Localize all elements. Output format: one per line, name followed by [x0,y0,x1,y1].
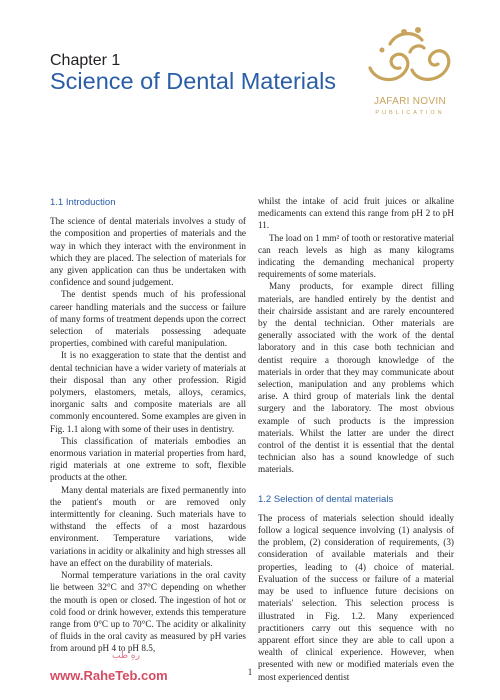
body-paragraph: Normal temperature variations in the oral cavity lie between 32°C and 37°C depending on whether the mouth is open or closed. The ingestion of hot or cold food or drink however, extends this temperature range from 0°C up to 70°C. The acidity or alkalinity of fluids in the oral cavity as measured by pH varies from around pH 4 to pH 8.5, [50,570,246,654]
logo-name: JAFARI NOVIN [374,96,446,107]
logo-subtitle: PUBLICATION [375,110,445,116]
watermark-persian: رهِ طب [112,651,140,661]
body-paragraph: Many dental materials are fixed permanently into the patient's mouth or are removed only intermittently for cleaning. Such materials have to withstand the effects of a most hazardous environment. Temperature variations, wide variations in acidity or alkalinity and high stresses all have an effect on the durability of materials. [50,484,246,568]
logo-emblem-icon [362,22,458,94]
body-paragraph: Many products, for example direct filling materials, are handled entirely by the dentist and their chairside assistant and are rarely encountered by the dental technician. Other materials are generally associated with the work of the dental laboratory and in this case both technician and dentist require a thorough knowledge of the materials in order that they may communicate about selection, manipulation and any problems which arise. A third group of materials link the dental surgery and the laboratory. The most obvious example of such products is the impression materials. Whilst the latter are under the direct control of the dentist it is essential that the dental technician also has a sound knowledge of such materials. [258,281,454,475]
body-paragraph: It is no exaggeration to state that the dentist and dental technician have a wider variety of materials at their disposal than any other profession. Rigid polymers, elastomers, metals, alloys, ceramics, inorganic salts and composite materials are all commonly encountered. Some examples are given in Fig. 1.1 along with some of their uses in dentistry. [50,350,246,434]
body-paragraph: The science of dental materials involves a study of the composition and properties of materials and the way in which they interact with the environment in which they are placed. The selection of materials for any given application can thus be undertaken with confidence and sound judgement. [50,216,246,288]
section-heading-introduction: 1.1 Introduction [50,197,116,208]
left-column [50,197,246,655]
body-paragraph: The dentist spends much of his professional career handling materials and the success or failure of many forms of treatment depends upon the correct selection of materials possessing adequate properties, combined with careful manipulation. [50,289,246,349]
body-paragraph: The load on 1 mm² of tooth or restorative material can reach levels as high as many kilograms indicating the demanding mechanical property requirements of some materials. [258,232,454,280]
right-column [258,195,454,683]
body-paragraph: This classification of materials embodies an enormous variation in material properties from hard, rigid materials at one extreme to soft, flexible products at the other. [50,435,246,483]
watermark-url: www.RaheTeb.com [50,668,168,683]
body-paragraph: whilst the intake of acid fruit juices or alkaline medicaments can extend this range from pH 2 to pH 11. [258,196,454,231]
publisher-logo [350,22,470,130]
chapter-title: Science of Dental Materials [50,68,337,94]
chapter-label: Chapter 1 [50,52,121,69]
body-paragraph: The process of materials selection should ideally follow a logical sequence involving (1) analysis of the problem, (2) consideration of requirements, (3) consideration of available materials and their properties, leading to (4) choice of material. Evaluation of the success or failure of a material may be used to influence future decisions on materials' selection. This selection process is illustrated in Fig. 1.2. Many experienced practitioners carry out this sequence with no apparent effort since they are able to call upon a wealth of clinical experience. However, when presented with new or modified materials even the most experienced dentist [258,512,454,682]
page-number: 1 [247,667,253,677]
section-heading-selection: 1.2 Selection of dental materials [258,493,394,505]
